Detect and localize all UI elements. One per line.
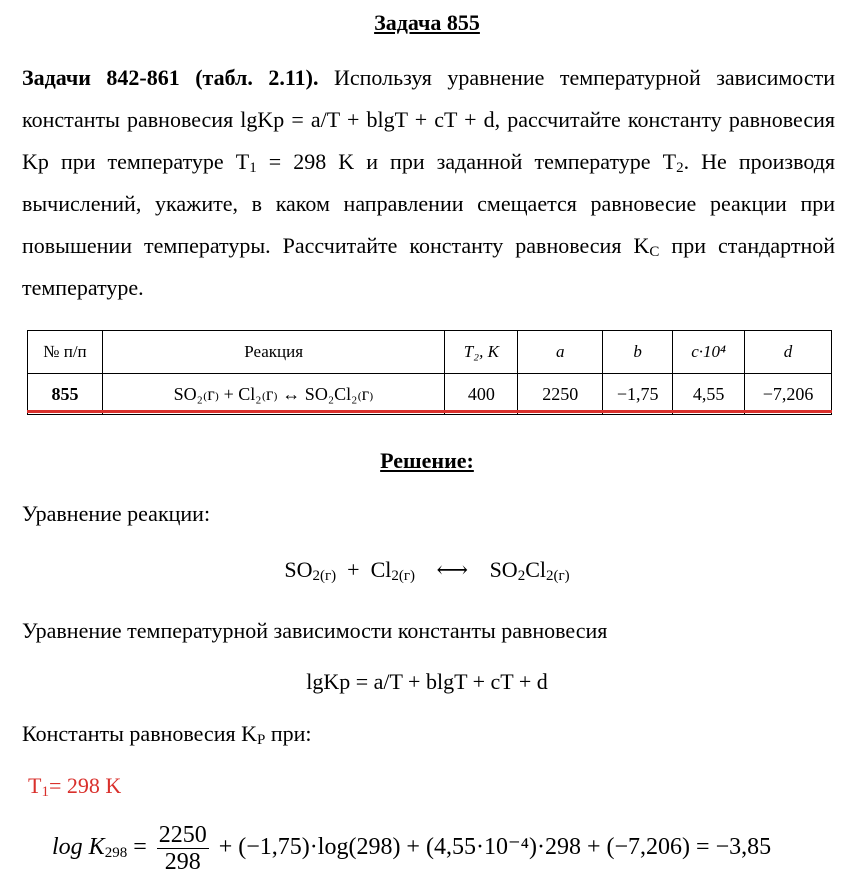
formula-numerator: 2250 [158, 822, 207, 848]
cell-a: 2250 [518, 374, 603, 415]
kp298-formula [52, 822, 771, 875]
kp-label-sub: P [256, 732, 266, 748]
task-statement [22, 57, 835, 309]
formula-equals: = [133, 834, 147, 861]
cell-d: −7,206 [745, 374, 832, 415]
table-underline [27, 410, 832, 413]
t1-line [28, 771, 121, 801]
header-a: a [518, 331, 603, 374]
cell-t2: 400 [445, 374, 518, 415]
t1-value: = 298 K [48, 773, 122, 798]
task-text-1: Используя уравнение температурной зависимости константы равновесия lgKp = a/T + blgT + cT + d, рассчитайте константу равновесия Kp при температуре T [22, 65, 835, 174]
eq-so2cl2-cl: Cl [525, 557, 546, 582]
cell-number: 855 [28, 374, 103, 415]
eq-so2cl2-sub1: 2 [517, 568, 526, 584]
temp-dependence-equation: lgKp = a/T + blgT + cT + d [306, 669, 548, 694]
task-t2-sub: 2 [676, 160, 684, 176]
header-number: № п/п [28, 331, 103, 374]
parameters-table [27, 330, 832, 415]
cell-b: −1,75 [603, 374, 673, 415]
task-text-3: . Не производя вычислений, укажите, в каком направлении смещается равновесие реакции при повышении температуры. Рассчитайте константу равновесия K [22, 149, 836, 258]
header-reaction: Реакция [102, 331, 444, 374]
eq-cl2-sub: 2(г) [391, 568, 416, 584]
header-d: d [745, 331, 832, 374]
kp-label-text: Константы равновесия K [22, 721, 257, 746]
formula-rest: + (−1,75)·log(298) + (4,55·10⁻⁴)·298 + (−7,206) = −3,85 [218, 834, 772, 861]
eq-so2cl2-sub2: 2(г) [545, 568, 570, 584]
eq-plus: + [347, 557, 360, 582]
header-c: c·10⁴ [673, 331, 745, 374]
formula-denominator: 298 [164, 849, 201, 875]
formula-lhs: log K [52, 834, 105, 861]
cell-reaction: SO₂₍г₎ + Cl₂₍г₎ ↔ SO₂Cl₂₍г₎ [102, 374, 444, 415]
table-row [28, 374, 832, 415]
eq-so2: SO [284, 557, 313, 582]
eq-cl2: Cl [370, 557, 392, 582]
kp-label-end: при: [265, 721, 312, 746]
cell-c: 4,55 [673, 374, 745, 415]
task-kc-sub: C [649, 244, 660, 260]
solution-title: Решение: [380, 448, 474, 473]
temp-dependence-label: Уравнение температурной зависимости константы равновесия [22, 618, 608, 643]
formula-fraction [157, 822, 209, 875]
header-t2: T₂, K [445, 331, 518, 374]
formula-lhs-sub: 298 [104, 845, 128, 862]
page-title: Задача 855 [374, 10, 480, 35]
reaction-equation [0, 555, 854, 585]
equilibrium-arrow-icon: ⟷ [436, 557, 469, 582]
table-header-row [28, 331, 832, 374]
task-t1-sub: 1 [249, 160, 257, 176]
eq-so2-sub: 2(г) [312, 568, 337, 584]
t1-sub: 1 [41, 784, 49, 800]
kp-label [22, 719, 312, 749]
eq-so2cl2: SO [489, 557, 518, 582]
task-heading: Задачи 842-861 (табл. 2.11). [22, 65, 319, 90]
task-text-4: при стандартной температуре. [22, 233, 836, 300]
task-text-2: = 298 K и при заданной температуре T [256, 149, 677, 174]
t1-symbol: T [28, 773, 42, 798]
header-b: b [603, 331, 673, 374]
reaction-label: Уравнение реакции: [22, 501, 211, 526]
